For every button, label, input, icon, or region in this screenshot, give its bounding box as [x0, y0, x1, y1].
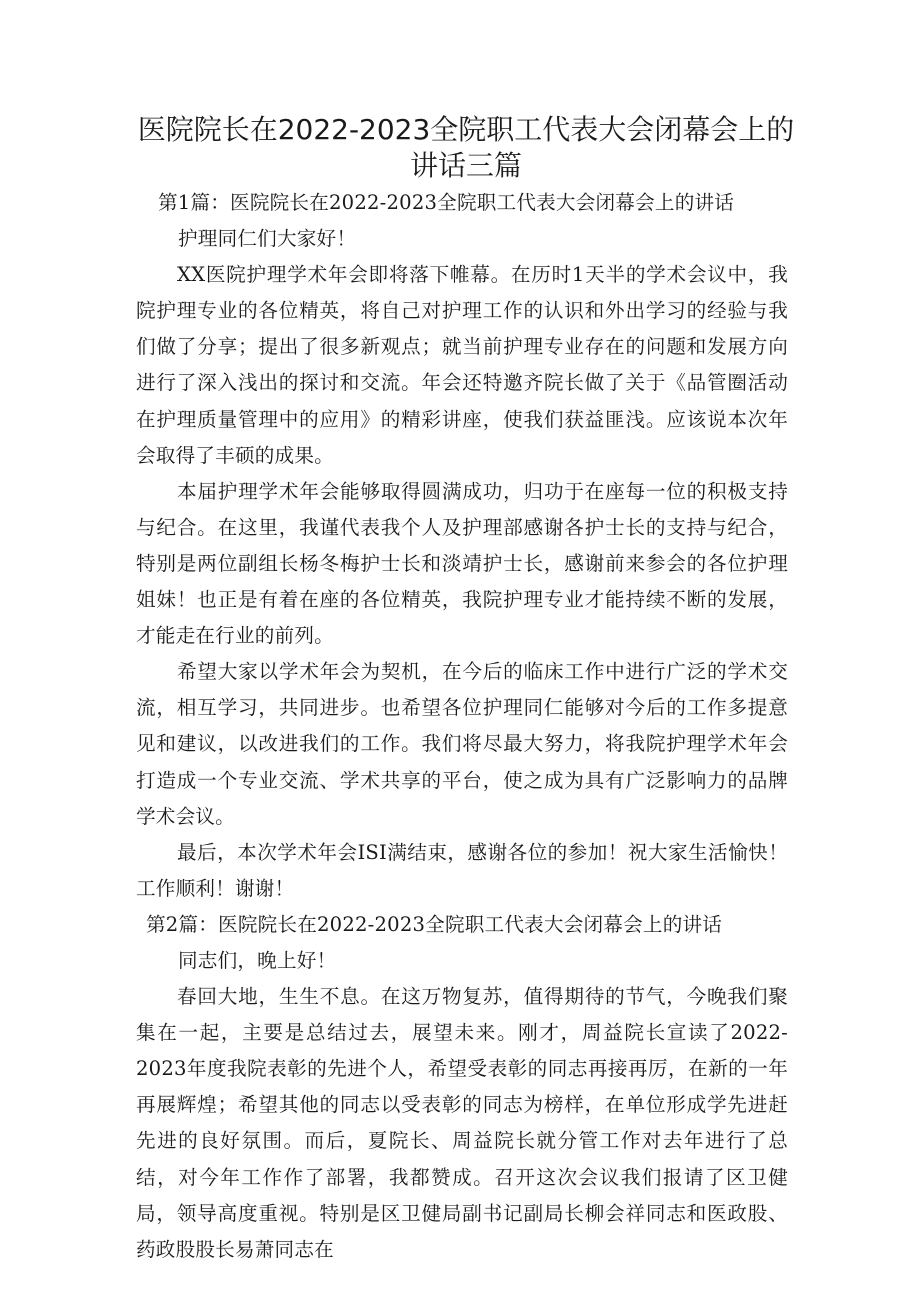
section1-paragraph: 最后，本次学术年会ISI满结束，感谢各位的参加！祝大家生活愉快！工作顺利！谢谢！ [136, 840, 788, 900]
section1-paragraph: XX医院护理学术年会即将落下帷幕。在历时1天半的学术会议中，我院护理专业的各位精英，将自己对护理工作的认识和外出学习的经验与我们做了分享；提出了很多新观点；就当前护理专业存在的问题和发展方向进行了深入浅出的探讨和交流。年会还特邀齐院长做了关于《品管圈活动在护理质量管理中的应用》的精彩讲座，使我们获益匪浅。应该说本次年会取得了丰硕的成果。 [136, 263, 788, 467]
section1-heading: 第1篇：医院院长在2022-2023全院职工代表大会闭幕会上的讲话 [158, 191, 735, 214]
section1-paragraph: 本届护理学术年会能够取得圆满成功，归功于在座每一位的积极支持与纪合。在这里，我谨代表我个人及护理部感谢各护士长的支持与纪合，特别是两位副组长杨冬梅护士长和淡靖护士长，感谢前来参会的各位护理姐妹！也正是有着在座的各位精英，我院护理专业才能持续不断的发展，才能走在行业的前列。 [136, 479, 788, 648]
section1-paragraph: 希望大家以学术年会为契机，在今后的临床工作中进行广泛的学术交流，相互学习，共同进步。也希望各位护理同仁能够对今后的工作多提意见和建议，以改进我们的工作。我们将尽最大努力，将我院护理学术年会打造成一个专业交流、学术共享的平台，使之成为具有广泛影响力的品牌学术会议。 [136, 660, 788, 828]
section2-paragraph: 春回大地，生生不息。在这万物复苏，值得期待的节气，今晚我们聚集在一起，主要是总结过去，展望未来。刚才，周益院长宣读了2022-2023年度我院表彰的先进个人，希望受表彰的同志再接再厉，在新的一年再展辉煌；希望其他的同志以受表彰的同志为榜样，在单位形成学先进赶先进的良好氛围。而后，夏院长、周益院长就分管工作对去年进行了总结，对今年工作作了部署，我都赞成。召开这次会议我们报请了区卫健局，领导高度重视。特别是区卫健局副书记副局长柳会祥同志和医政股、药政股股长易萧同志在 [136, 985, 788, 1261]
section2-greeting: 同志们，晚上好！ [178, 948, 337, 972]
document-body [136, 185, 788, 1268]
document-title: 医院院长在2022-2023全院职工代表大会闭幕会上的讲话三篇 [137, 113, 795, 182]
section2-heading: 第2篇：医院院长在2022-2023全院职工代表大会闭幕会上的讲话 [146, 912, 723, 936]
section1-greeting: 护理同仁们大家好！ [178, 227, 357, 251]
